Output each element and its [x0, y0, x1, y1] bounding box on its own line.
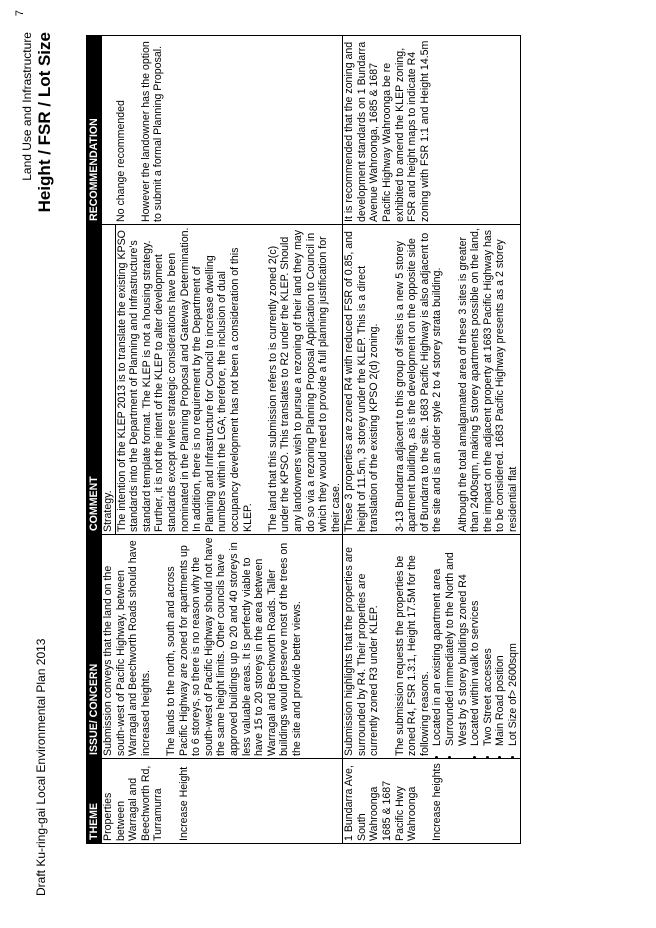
submissions-table	[86, 35, 521, 844]
recommendation-cell	[343, 36, 520, 225]
theme-location: 1 Bundarra Ave, South Wahroonga 1685 & 1687 Pacific Hwy Wahroonga	[343, 765, 419, 841]
subject-title: Height / FSR / Lot Size	[35, 32, 54, 213]
section-title: Land Use and Infrastructure	[20, 32, 34, 181]
issue-paragraph: Submission conveys that the land on the south-west of Pacific Highway, between Warragal and Beechworth Roads should have increased heights.	[102, 540, 152, 756]
column-header-theme: THEME	[87, 759, 102, 844]
column-header-recommendation: RECOMMENDATION	[87, 36, 102, 225]
table-header-row	[87, 36, 102, 844]
table-row	[102, 36, 343, 844]
list-item: • Main Road position	[494, 537, 507, 746]
list-item: • Two Street accesses	[482, 537, 495, 746]
comment-paragraph: Although the total amalgamated area of these 3 sites is greater than 2400sqm, making 5 storey apartments possible on the land, the impact on the adjacent property at 1683 Pacific Highway has to be considered. 1683 Pacific Highway presents as a 2 storey residential flat	[456, 228, 519, 532]
theme-cell	[102, 759, 343, 844]
comment-paragraph: The intention of the KLEP 2013 is to translate the existing KPSO standards into the Department of Planning and Infrastructure's standard template format. The KLEP is not a housing strategy. Further, it is not the intent of the KLEP to alter development standards except where strategic considerations have been nominated in the Planning Proposal and Gateway Determination. In addition, there is no requirement by the Department of Planning and Infrastructure for Council to increase dwelling numbers within the LGA; therefore, the inclusion of dual occupancy development has not been a consideration of this KLEP.	[115, 227, 254, 532]
issue-cell	[343, 535, 520, 759]
list-item: • Located in an existing apartment area	[431, 537, 444, 746]
comment-paragraph: The land that this submission refers to is currently zoned 2(c) under the KPSO. This translates to R2 under the KLEP. Should any landowners wish to pursue a rezoning of their land they may do so via a rezoning Planning Proposal Application to Council in which they would need to provide a full planning justification for their case.	[266, 229, 342, 532]
comment-continued: Strategy.	[102, 225, 116, 534]
issue-paragraph: The submission requests the properties be zoned R4, FSR 1.3:1, Height 17.5M for the following reasons.	[393, 555, 431, 756]
comment-cell	[102, 225, 343, 535]
recommendation-paragraph: No change recommended	[114, 100, 127, 222]
column-header-comment: COMMENT	[87, 225, 102, 535]
document-title: Draft Ku-ring-gai Local Environmental Plan 2013	[34, 638, 48, 896]
comment-paragraph: 3-13 Bundarra adjacent to this group of sites is a new 5 storey apartment building, as is the development on the opposite side of Bundarra to the site. 1683 Pacific Highway is also adjacent to the site and is an older style 2 to 4 storey strata building.	[393, 232, 444, 532]
issue-paragraph: Submission highlights that the properties are surrounded by R4. Their properties are currently zoned R3 under KLEP.	[343, 546, 381, 756]
theme-location: Properties between Warragal and Beechworth Rd, Turramurra	[102, 765, 165, 841]
header-right	[20, 32, 55, 212]
issue-bullet-list	[431, 537, 519, 756]
comment-cell	[343, 225, 520, 535]
column-header-issue: ISSUE/ CONCERN	[87, 535, 102, 759]
list-item: • Located within walk to services	[469, 537, 482, 746]
issue-paragraph: The lands to the north, south and across Pacific Highway are zoned for apartments up to 6 storeys, so there is no reason why the south-west of Pacific Highway should not have the same height limits. Other councils have approved buildings up to 20 and 40 storeys in less valuable areas. It is perfectly viable to have 15 to 20 storeys in the area between Warragal and Beechworth Roads. Taller buildings would preserve most of the trees on the site and provide better views.	[164, 537, 303, 756]
theme-topic: Increase heights	[431, 763, 444, 841]
theme-cell	[343, 759, 520, 844]
list-item: • Lot Size of> 2600sqm	[507, 537, 520, 746]
table-row	[343, 36, 520, 844]
recommendation-paragraph: However the landowner has the option to submit a formal Planning Proposal.	[139, 41, 165, 222]
list-item: • Surrounded immediately to the North and West by 5 storey buildings zoned R4	[444, 537, 469, 746]
issue-cell	[102, 535, 343, 759]
theme-topic: Increase Height	[177, 766, 190, 841]
comment-paragraph: These 3 properties are zoned R4 with reduced FSR of 0.85, and height of 11.5m, 3 storey under the KLEP. This is a direct translation of the existing KPSO 2(d) zoning.	[343, 231, 381, 532]
recommendation-paragraph: It is recommended that the zoning and development standards on 1 Bundarra Avenue Wahroonga, 1685 & 1687 Pacific Highway Wahroonga be re exhibited to amend the KLEP zoning, FSR and height maps to indicate R4 zoning with FSR 1:1 and Height 14.5m	[343, 40, 431, 222]
recommendation-cell	[102, 36, 343, 225]
page-number: 7	[14, 10, 26, 17]
